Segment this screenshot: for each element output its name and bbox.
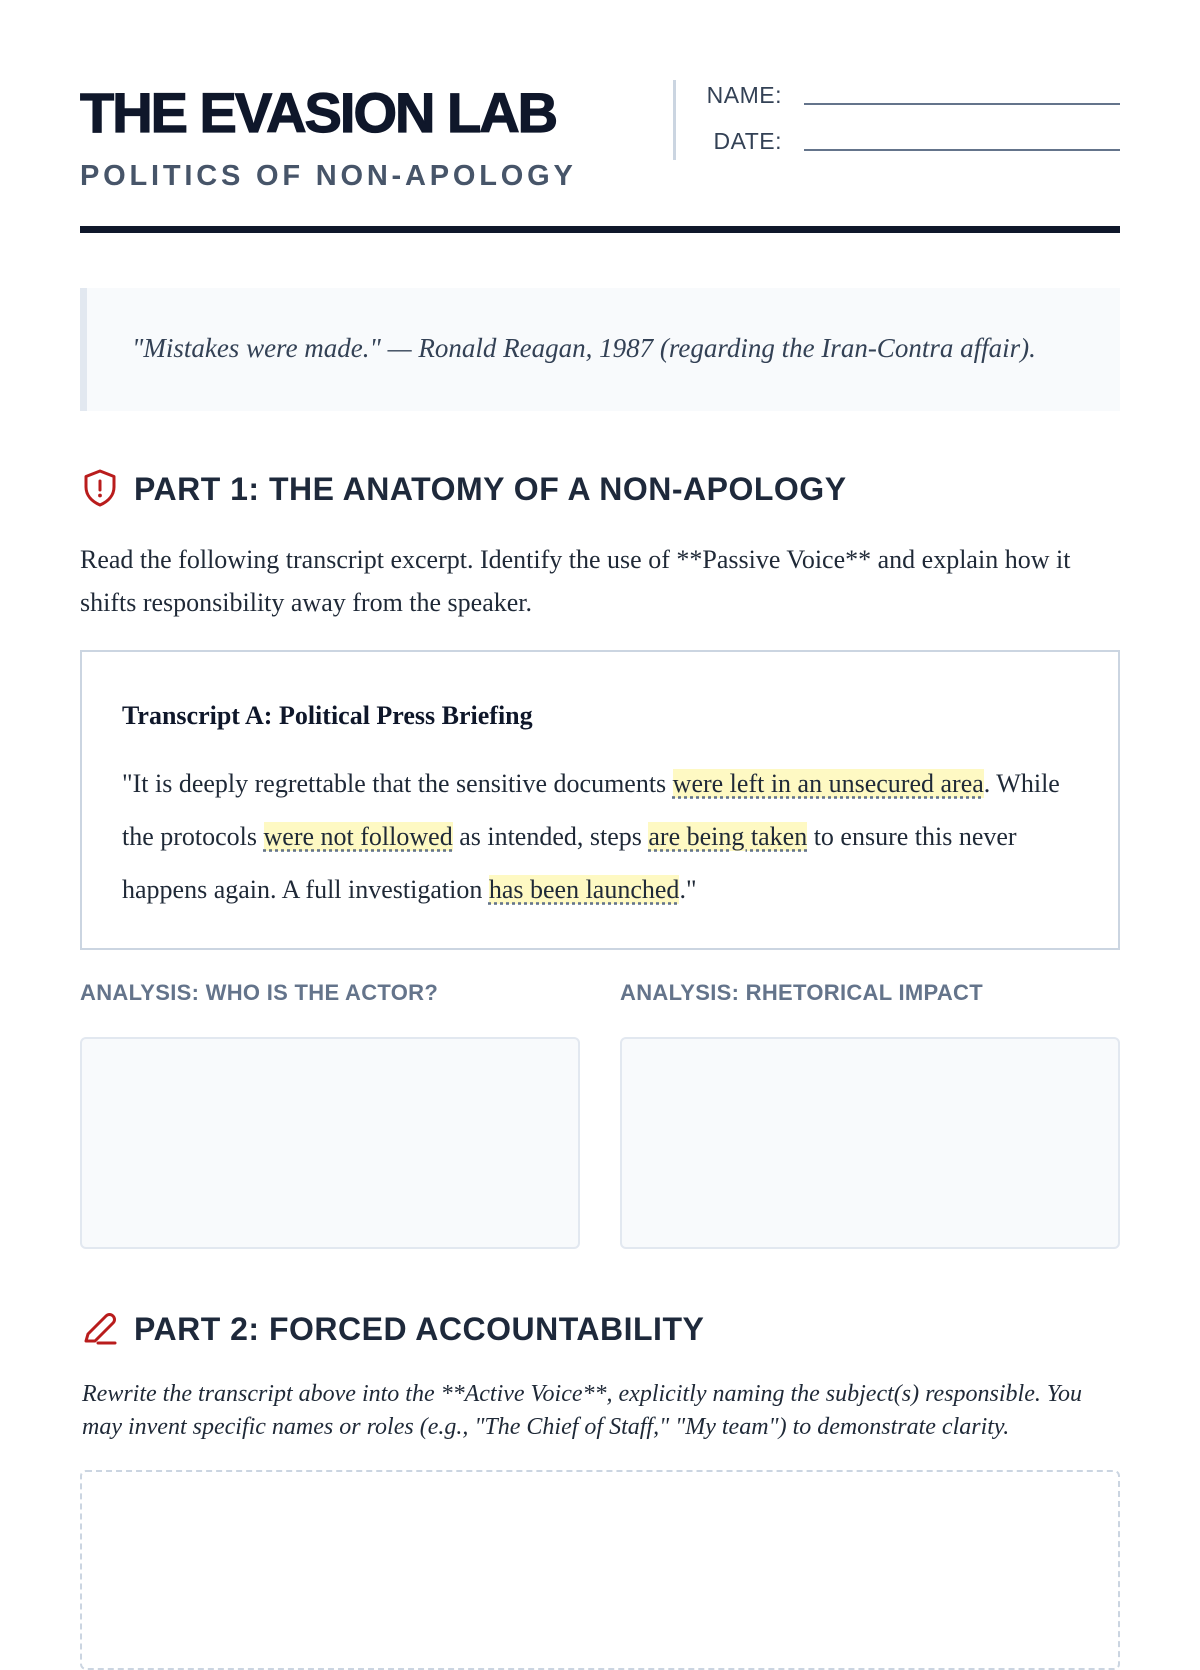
date-field[interactable] [676,126,1120,166]
passive-phrase-highlight: were not followed [263,822,453,851]
passive-phrase-highlight: were left in an unsecured area [672,769,984,798]
date-line[interactable] [804,149,1120,151]
name-field[interactable] [676,80,1120,120]
transcript-text: ." [679,875,697,904]
transcript-text: as intended, steps [452,822,649,851]
pen-icon [80,1308,120,1348]
worksheet-subtitle: POLITICS OF NON-APOLOGY [80,160,577,192]
analysis-actor-label: ANALYSIS: WHO IS THE ACTOR? [80,980,439,1005]
transcript-title: Transcript A: Political Press Briefing [122,701,533,730]
part2-heading [80,1308,1120,1352]
name-line[interactable] [804,103,1120,105]
passive-phrase-highlight: has been launched [488,875,680,904]
part2-title: PART 2: FORCED ACCOUNTABILITY [134,1311,705,1347]
epigraph-quote [80,288,1120,411]
name-label: NAME: [706,82,782,108]
part1-title: PART 1: THE ANATOMY OF A NON-APOLOGY [134,471,847,507]
transcript-text: . While the protocols [122,769,1060,851]
quote-text: "Mistakes were made." — Ronald Reagan, 1987 (regarding the Iran-Contra affair). [132,333,1036,363]
part1-instructions: Read the following transcript excerpt. Identify the use of **Passive Voice** and explain how it shifts responsibility away from the speaker. [80,545,1071,617]
worksheet-page [80,0,1120,1440]
worksheet-header [80,0,1120,234]
analysis-actor-box[interactable] [80,1037,580,1249]
header-rule [80,226,1120,233]
transcript-text: to ensure this never happens again. A full investigation [122,822,1017,904]
transcript-box [80,650,1120,950]
analysis-impact-box[interactable] [620,1037,1120,1249]
transcript-body [122,757,1082,916]
part1-heading [80,468,1120,512]
date-label: DATE: [713,128,782,154]
part2-instructions: Rewrite the transcript above into the **Active Voice**, explicitly naming the subject(s) responsible. You may invent specific names or roles (e.g., "The Chief of Staff," "My team") to demonstrate clarity. [82,1381,1083,1440]
rewrite-answer-box[interactable] [80,1470,1120,1670]
analysis-impact-label: ANALYSIS: RHETORICAL IMPACT [620,980,983,1005]
shield-alert-icon [80,468,120,508]
transcript-text: "It is deeply regrettable that the sensitive documents [122,769,673,798]
worksheet-title: THE EVASION LAB [80,81,557,144]
passive-phrase-highlight: are being taken [648,822,808,851]
